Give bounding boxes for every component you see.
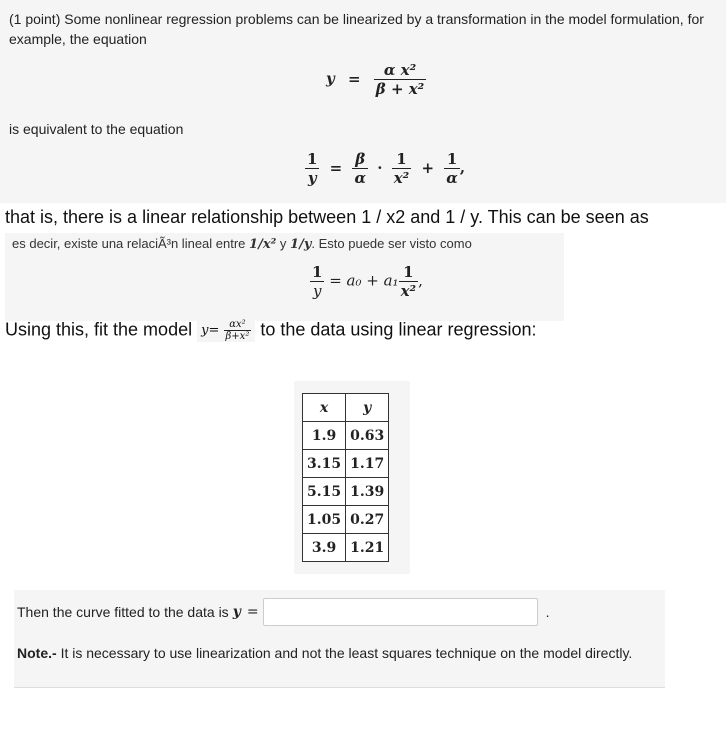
eq2-num-1: 1 bbox=[307, 150, 318, 168]
answer-row bbox=[17, 598, 549, 626]
eq3-num-1: 1 bbox=[312, 263, 323, 281]
points-label: (1 point) bbox=[9, 11, 61, 27]
eq2-comma: , bbox=[459, 158, 466, 177]
cell-x: 3.9 bbox=[303, 534, 346, 562]
eq2-dot: · bbox=[377, 158, 383, 177]
model-formula bbox=[197, 319, 255, 342]
cell-y: 1.21 bbox=[346, 534, 389, 562]
table-row bbox=[303, 422, 389, 450]
data-table-container bbox=[294, 381, 410, 574]
intro-body: Some nonlinear regression problems can be linearized by a transformation in the model formulation, for example, the equation bbox=[9, 11, 704, 47]
eq2-den-alpha2: α bbox=[446, 169, 458, 187]
header-y: y bbox=[346, 394, 389, 422]
using-model-text bbox=[5, 319, 537, 342]
eq3-den-x2: x² bbox=[400, 282, 417, 300]
table-row bbox=[303, 450, 389, 478]
cell-y: 0.27 bbox=[346, 506, 389, 534]
answer-equals: = bbox=[246, 604, 259, 620]
eq2-plus: + bbox=[421, 158, 435, 177]
eq3-den-y: y bbox=[310, 281, 324, 300]
equivalent-text: is equivalent to the equation bbox=[9, 121, 184, 137]
model-fraction bbox=[224, 319, 252, 342]
eq3-rhs: = a₀ + a₁ bbox=[329, 271, 399, 290]
table-row bbox=[303, 534, 389, 562]
equation-model bbox=[326, 61, 426, 98]
eq2-num-beta: β bbox=[355, 150, 366, 168]
table-row bbox=[303, 478, 389, 506]
eq2-equals: = bbox=[329, 158, 343, 177]
eq2-num-1b: 1 bbox=[396, 150, 407, 168]
model-numerator: αx² bbox=[229, 319, 246, 330]
answer-suffix: . bbox=[545, 604, 550, 620]
eq1-equals: = bbox=[347, 69, 361, 88]
eq1-lhs: y bbox=[326, 69, 335, 88]
note-body: It is necessary to use linearization and not the least squares technique on the model directly. bbox=[60, 645, 633, 661]
eq2-den-y: y bbox=[305, 168, 319, 187]
eq2-den-alpha: α bbox=[354, 169, 367, 187]
eq3-frac-1-over-y bbox=[310, 263, 324, 300]
eq2-num-1c: 1 bbox=[446, 150, 458, 168]
eq2-frac-1-over-x2 bbox=[392, 150, 412, 187]
note-label: Note.- bbox=[17, 645, 57, 661]
spanish-math-1: 1/x² bbox=[249, 237, 277, 252]
model-equals: = bbox=[208, 323, 220, 338]
eq1-fraction bbox=[374, 61, 427, 98]
equation-linear-form bbox=[310, 263, 423, 300]
data-table bbox=[302, 393, 389, 562]
model-y: y bbox=[201, 323, 209, 338]
spanish-math-2: 1/y bbox=[290, 237, 312, 252]
eq1-numerator: α x² bbox=[383, 61, 417, 79]
model-denominator: β+x² bbox=[225, 331, 250, 342]
answer-y: y bbox=[232, 604, 241, 620]
using-after: to the data using linear regression: bbox=[260, 319, 537, 340]
header-x: x bbox=[303, 394, 346, 422]
cell-x: 3.15 bbox=[303, 450, 346, 478]
eq3-frac-1-over-x2 bbox=[399, 263, 419, 300]
spanish-part-1: es decir, existe una relaciÃ³n lineal entre bbox=[12, 236, 246, 251]
eq1-denominator: β + x² bbox=[375, 80, 425, 98]
using-before: Using this, fit the model bbox=[5, 319, 193, 340]
spanish-part-2: y bbox=[279, 236, 287, 251]
table-header-row bbox=[303, 394, 389, 422]
equation-linearized bbox=[305, 150, 465, 187]
linear-relationship-text: that is, there is a linear relationship between 1 / x2 and 1 / y. This can be seen as bbox=[5, 207, 649, 227]
eq2-den-x2: x² bbox=[393, 169, 410, 187]
eq3-comma: , bbox=[418, 271, 423, 290]
eq2-frac-beta-alpha bbox=[352, 150, 368, 187]
spanish-explanation-block bbox=[5, 233, 564, 321]
answer-input[interactable] bbox=[263, 598, 538, 626]
problem-statement-block bbox=[0, 0, 726, 203]
note-text bbox=[17, 645, 632, 661]
answer-block bbox=[14, 590, 665, 688]
cell-y: 0.63 bbox=[346, 422, 389, 450]
eq3-num-1b: 1 bbox=[403, 263, 414, 281]
eq2-frac-1-over-alpha bbox=[444, 150, 460, 187]
cell-y: 1.17 bbox=[346, 450, 389, 478]
cell-x: 1.9 bbox=[303, 422, 346, 450]
intro-text bbox=[9, 9, 721, 49]
answer-prefix: Then the curve fitted to the data is bbox=[17, 604, 229, 620]
spanish-text bbox=[12, 236, 472, 252]
spanish-part-3: . Esto puede ser visto como bbox=[311, 236, 472, 251]
cell-y: 1.39 bbox=[346, 478, 389, 506]
cell-x: 1.05 bbox=[303, 506, 346, 534]
eq2-frac-1-over-y bbox=[305, 150, 319, 187]
cell-x: 5.15 bbox=[303, 478, 346, 506]
table-row bbox=[303, 506, 389, 534]
